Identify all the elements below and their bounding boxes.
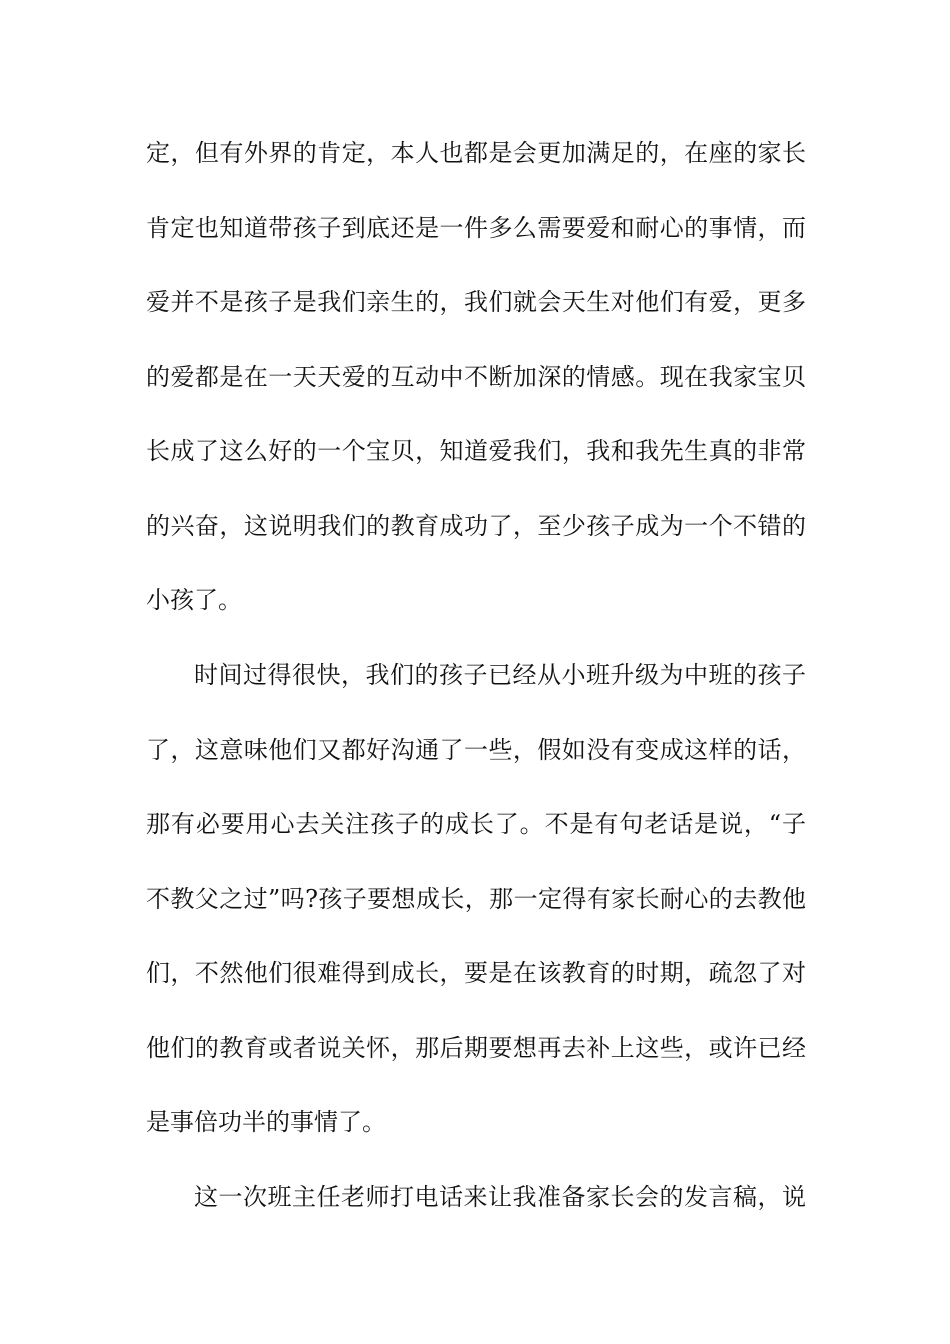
- text-line-13: 他们的教育或者说关怀，那后期要想再去补上这些，或许已经: [146, 1034, 806, 1062]
- text-line-1: 定，但有外界的肯定，本人也都是会更加满足的，在座的家长: [146, 139, 806, 167]
- text-line-7: 小孩了。: [146, 586, 242, 614]
- text-line-11: 不教父之过”吗?孩子要想成长，那一定得有家长耐心的去教他: [146, 885, 806, 913]
- text-line-3: 爱并不是孩子是我们亲生的，我们就会天生对他们有爱，更多: [146, 288, 806, 316]
- text-line-15: 这一次班主任老师打电话来让我准备家长会的发言稿，说: [194, 1183, 806, 1211]
- text-line-10: 那有必要用心去关注孩子的成长了。不是有句老话是说，“子: [146, 810, 806, 838]
- text-line-9: 了，这意味他们又都好沟通了一些，假如没有变成这样的话，: [146, 736, 806, 764]
- text-line-8: 时间过得很快，我们的孩子已经从小班升级为中班的孩子: [194, 661, 806, 689]
- text-line-6: 的兴奋，这说明我们的教育成功了，至少孩子成为一个不错的: [146, 512, 806, 540]
- text-line-2: 肯定也知道带孩子到底还是一件多么需要爱和耐心的事情，而: [146, 214, 806, 242]
- text-line-4: 的爱都是在一天天爱的互动中不断加深的情感。现在我家宝贝: [146, 363, 806, 391]
- text-line-14: 是事倍功半的事情了。: [146, 1108, 386, 1136]
- text-line-5: 长成了这么好的一个宝贝，知道爱我们，我和我先生真的非常: [146, 437, 806, 465]
- text-line-12: 们，不然他们很难得到成长，要是在该教育的时期，疏忽了对: [146, 959, 806, 987]
